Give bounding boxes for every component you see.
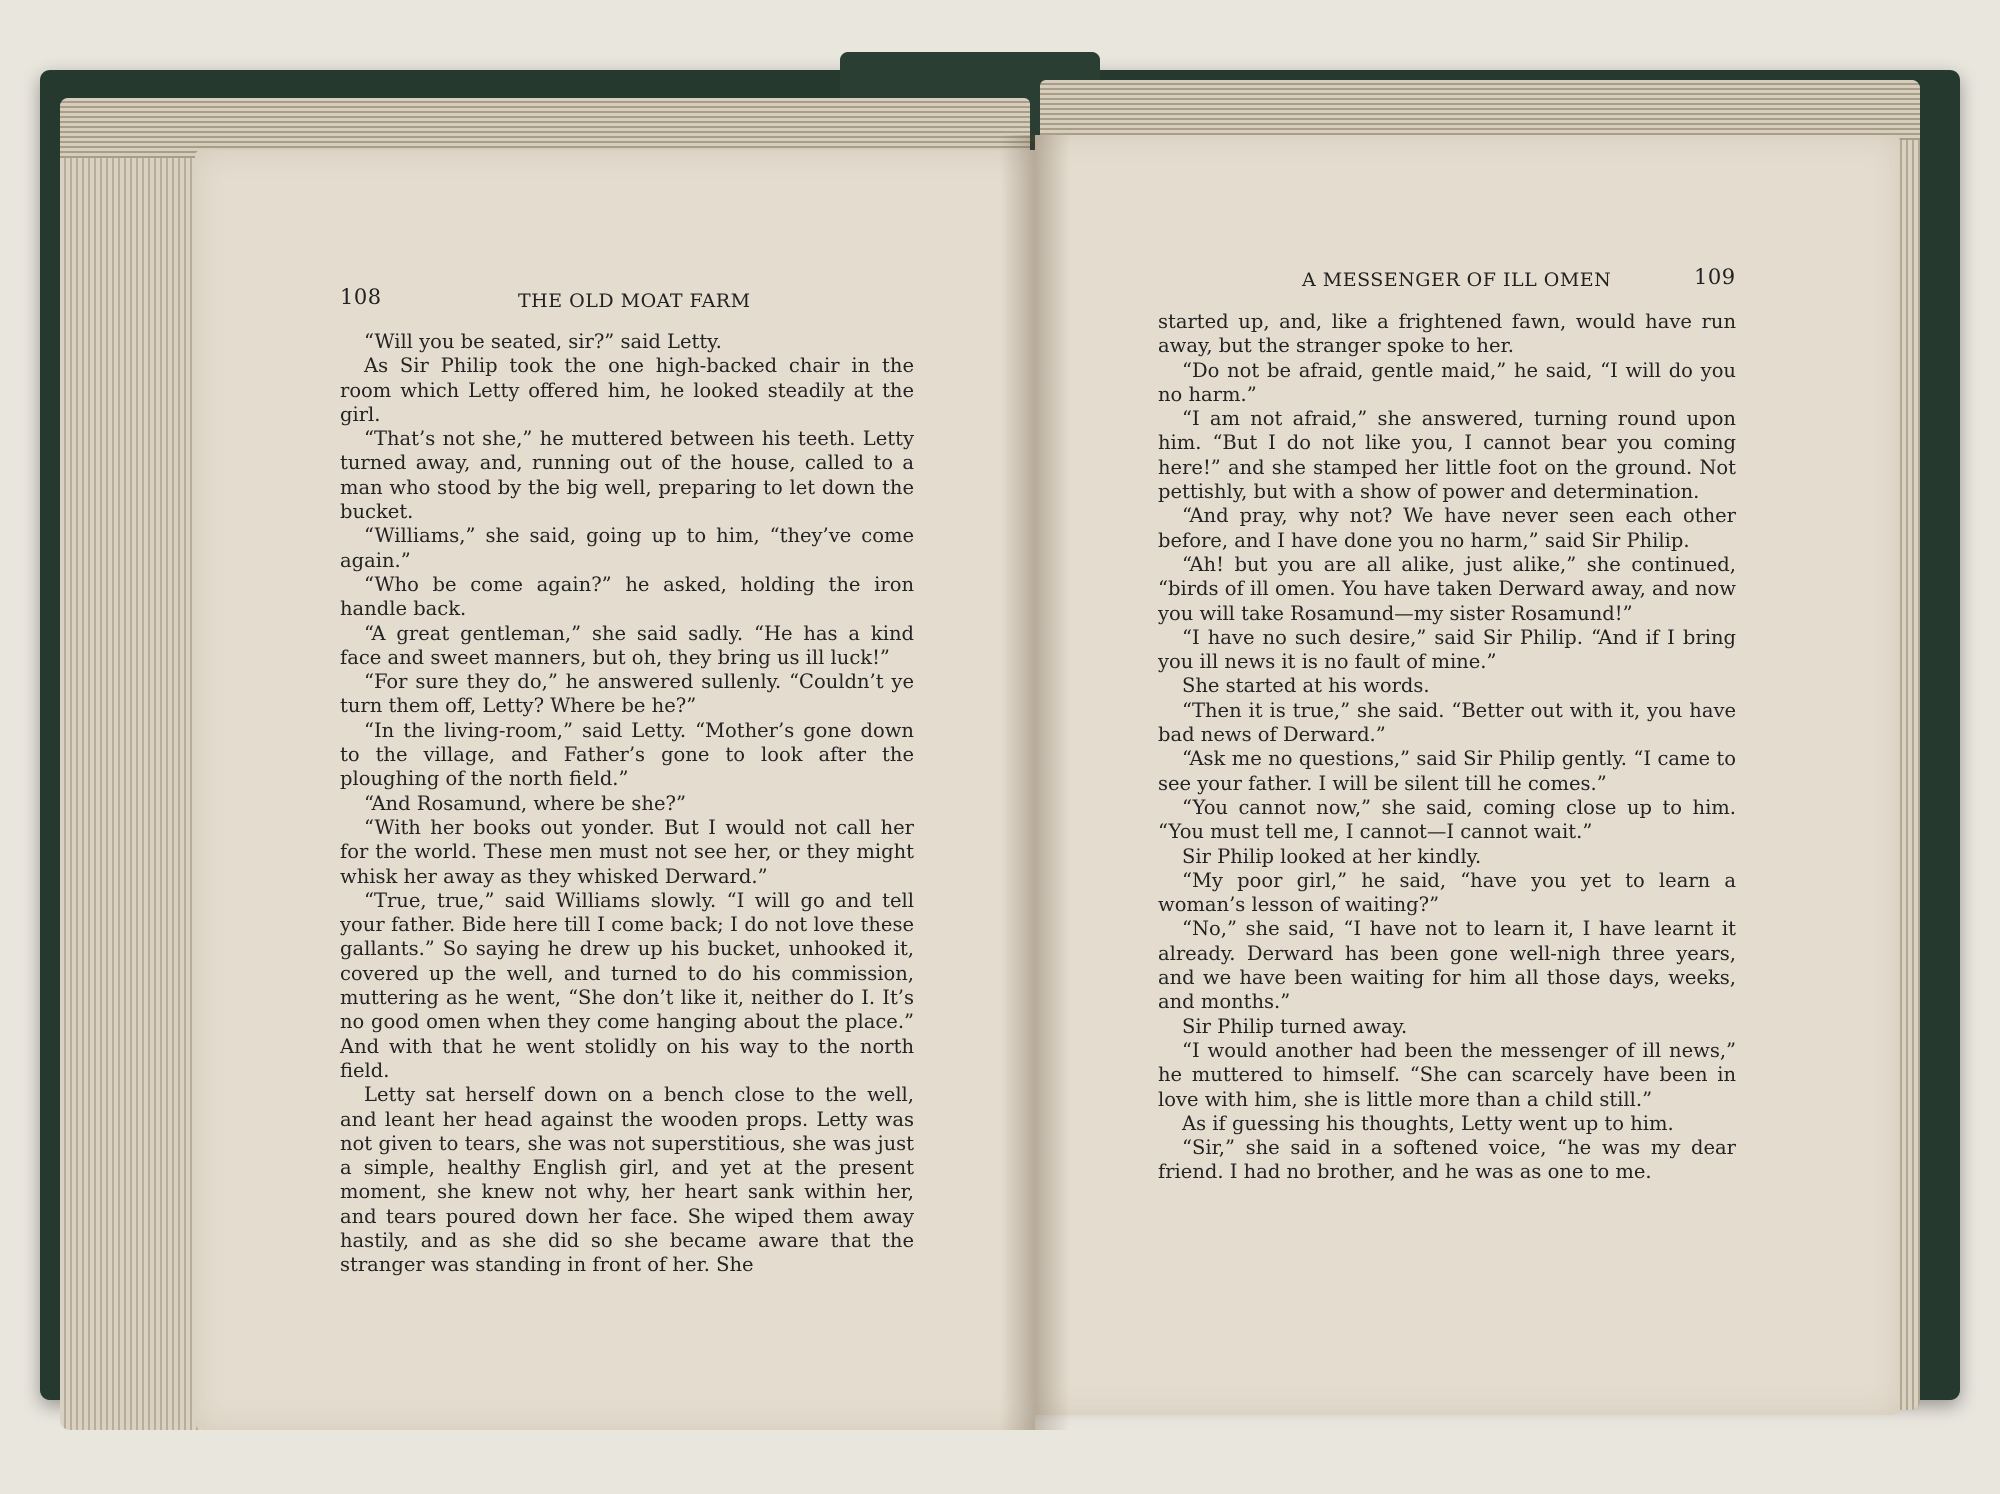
- paragraph: “Then it is true,” she said. “Better out with it, you have bad news of Derward.”: [1158, 698, 1736, 747]
- paragraph: “I am not afraid,” she answered, turning round upon him. “But I do not like you, I cannot bear you coming here!” and she stamped her little foot on the ground. Not pettishly, but with a show of power and determination.: [1158, 407, 1736, 504]
- paragraph: “My poor girl,” he said, “have you yet to learn a woman’s lesson of waiting?”: [1158, 868, 1736, 917]
- paragraph: “In the living-room,” said Letty. “Mother’s gone down to the village, and Father’s gone to look after the ploughing of the north field.”: [340, 718, 914, 791]
- paragraph: As if guessing his thoughts, Letty went up to him.: [1182, 1111, 1674, 1135]
- paragraph: “For sure they do,” he answered sullenly. “Couldn’t ye turn them off, Letty? Where be he?”: [340, 670, 914, 718]
- paragraph: “Sir,” she said in a softened voice, “he was my dear friend. I had no brother, and he was as one to me.: [1158, 1136, 1736, 1184]
- paragraph: “With her books out yonder. But I would not call her for the world. These men must not see her, or they might whisk her away as they whisked Derward.”: [340, 815, 914, 888]
- paragraph: “Ask me no questions,” said Sir Philip gently. “I came to see your father. I will be silent till he comes.”: [1158, 747, 1736, 795]
- paragraph: Sir Philip turned away.: [1182, 1014, 1408, 1038]
- paragraph: “That’s not she,” he muttered between his teeth. Letty turned away, and, running out of the house, called to a man who stood by the big well, preparing to let down the bucket.: [340, 427, 914, 524]
- paragraph: She started at his words.: [1182, 674, 1430, 698]
- paragraph: As Sir Philip took the one high-backed chair in the room which Letty offered him, he looked steadily at the girl.: [340, 354, 914, 426]
- paragraph: “You cannot now,” she said, coming close up to him. “You must tell me, I cannot—I cannot wait.”: [1158, 795, 1736, 844]
- right-running-head: A MESSENGER OF ILL OMEN: [1302, 269, 1612, 291]
- paragraph: Sir Philip looked at her kindly.: [1182, 844, 1482, 868]
- paragraph: “Williams,” she said, going up to him, “they’ve come again.”: [340, 524, 914, 572]
- left-page-text: [340, 330, 914, 1278]
- paragraph: “A great gentleman,” she said sadly. “He has a kind face and sweet manners, but oh, they bring us ill luck!”: [340, 621, 914, 669]
- book-gutter: [1000, 135, 1070, 1430]
- right-page-text: [1158, 310, 1736, 1185]
- paragraph: “I would another had been the messenger of ill news,” he muttered to himself. “She can scarcely have been in love with him, she is little more than a child still.”: [1158, 1038, 1736, 1111]
- paragraph: “Will you be seated, sir?” said Letty.: [364, 330, 722, 353]
- paragraph: “And Rosamund, where be she?”: [364, 791, 686, 815]
- left-running-head: THE OLD MOAT FARM: [518, 290, 751, 312]
- left-page-number: 108: [340, 285, 382, 309]
- paragraph: Letty sat herself down on a bench close to the well, and leant her head against the wooden props. Letty was not given to tears, she was not superstitious, she was just a simple, healthy English girl, and yet at the present moment, she knew not why, her heart sank within her, and tears poured down her face. She wiped them away hastily, and as she did so she became aware that the stranger was standing in front of her. She: [340, 1083, 914, 1277]
- paragraph: “No,” she said, “I have not to learn it, I have learnt it already. Derward has been gone well-nigh three years, and we have been waiting for him all those days, weeks, and months.”: [1158, 917, 1736, 1014]
- page-edges-top-left: [60, 98, 1030, 158]
- page-edges-left: [60, 110, 200, 1430]
- paragraph: “Do not be afraid, gentle maid,” he said, “I will do you no harm.”: [1158, 358, 1736, 406]
- paragraph: “Who be come again?” he asked, holding the iron handle back.: [340, 572, 914, 621]
- paragraph: started up, and, like a frightened fawn, would have run away, but the stranger spoke to her.: [1158, 310, 1736, 358]
- page-edges-top-right: [1040, 80, 1920, 140]
- paragraph: “And pray, why not? We have never seen each other before, and I have done you no harm,” said Sir Philip.: [1158, 504, 1736, 552]
- paragraph: “I have no such desire,” said Sir Philip. “And if I bring you ill news it is no fault of mine.”: [1158, 625, 1736, 674]
- paragraph: “True, true,” said Williams slowly. “I will go and tell your father. Bide here till I come back; I do not love these gallants.” So saying he drew up his bucket, unhooked it, covered up the well, and turned to do his commission, muttering as he went, “She don’t like it, neither do I. It’s no good omen when they come hanging about the place.” And with that he went stolidly on his way to the north field.: [340, 888, 914, 1082]
- right-page-number: 109: [1694, 265, 1736, 289]
- paragraph: “Ah! but you are all alike, just alike,” she continued, “birds of ill omen. You have taken Derward away, and now you will take Rosamund—my sister Rosamund!”: [1158, 552, 1736, 625]
